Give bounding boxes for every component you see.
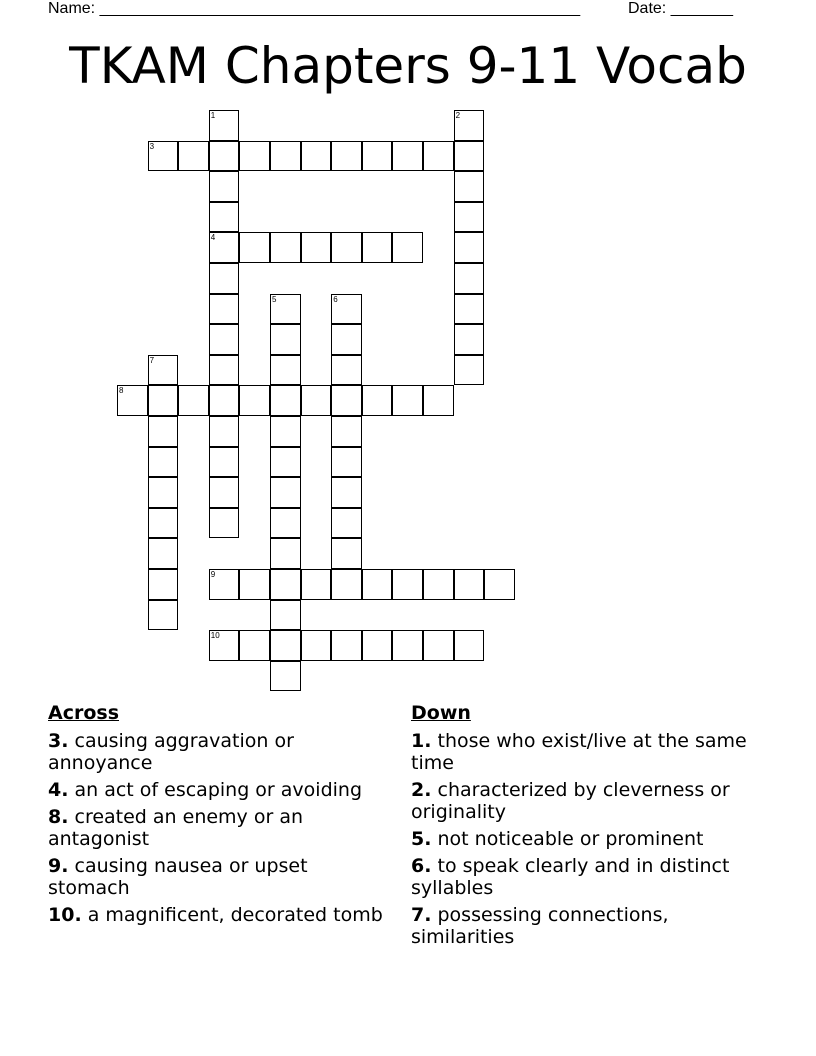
crossword-cell[interactable] — [209, 630, 240, 661]
crossword-cell[interactable] — [362, 569, 393, 600]
clue-number-label: 2. — [411, 779, 432, 801]
crossword-cell[interactable] — [331, 569, 362, 600]
crossword-cell[interactable] — [148, 141, 179, 172]
crossword-cell[interactable] — [117, 385, 148, 416]
crossword-cell[interactable] — [209, 508, 240, 539]
page-title: TKAM Chapters 9-11 Vocab — [69, 37, 747, 95]
crossword-cell[interactable] — [331, 630, 362, 661]
crossword-cell[interactable] — [209, 324, 240, 355]
clue-number-label: 6. — [411, 855, 432, 877]
crossword-cell[interactable] — [423, 569, 454, 600]
crossword-cell[interactable] — [270, 416, 301, 447]
clue-text: causing nausea or upset stomach — [48, 855, 308, 899]
across-clues — [48, 702, 393, 931]
crossword-cell[interactable] — [454, 141, 485, 172]
crossword-cell[interactable] — [423, 141, 454, 172]
crossword-cell[interactable] — [454, 110, 485, 141]
across-clue — [48, 855, 393, 899]
down-clue — [411, 904, 756, 948]
crossword-cell[interactable] — [454, 202, 485, 233]
crossword-cell[interactable] — [148, 416, 179, 447]
crossword-cell[interactable] — [148, 447, 179, 478]
crossword-cell[interactable] — [209, 141, 240, 172]
crossword-cell[interactable] — [209, 355, 240, 386]
across-heading: Across — [48, 702, 120, 724]
crossword-cell[interactable] — [209, 416, 240, 447]
crossword-cell[interactable] — [362, 141, 393, 172]
crossword-cell[interactable] — [331, 232, 362, 263]
crossword-cell[interactable] — [148, 538, 179, 569]
crossword-cell[interactable] — [148, 600, 179, 631]
crossword-cell[interactable] — [454, 630, 485, 661]
clue-text: to speak clearly and in distinct syllables — [411, 855, 730, 899]
crossword-cell[interactable] — [423, 385, 454, 416]
crossword-cell[interactable] — [301, 232, 332, 263]
down-clue — [411, 779, 756, 823]
crossword-cell[interactable] — [209, 447, 240, 478]
crossword-cell[interactable] — [270, 538, 301, 569]
clue-number: 4 — [210, 233, 216, 243]
crossword-cell[interactable] — [392, 630, 423, 661]
clue-number: 8 — [119, 386, 124, 396]
crossword-cell[interactable] — [209, 294, 240, 325]
clue-number-label: 3. — [48, 730, 69, 752]
crossword-cell[interactable] — [454, 171, 485, 202]
clue-number: 7 — [149, 355, 155, 365]
crossword-cell[interactable] — [209, 385, 240, 416]
crossword-cell[interactable] — [392, 569, 423, 600]
down-clue — [411, 855, 756, 899]
date-field-label: Date: _______ — [628, 0, 733, 17]
crossword-cell[interactable] — [270, 600, 301, 631]
clue-text: characterized by cleverness or originality — [411, 779, 730, 823]
crossword-cell[interactable] — [423, 630, 454, 661]
crossword-cell[interactable] — [270, 385, 301, 416]
crossword-cell[interactable] — [148, 477, 179, 508]
crossword-cell[interactable] — [454, 232, 485, 263]
crossword-cell[interactable] — [331, 416, 362, 447]
crossword-cell[interactable] — [362, 630, 393, 661]
crossword-cell[interactable] — [331, 538, 362, 569]
down-heading: Down — [411, 702, 471, 724]
clue-number: 3 — [149, 141, 155, 151]
clue-number-label: 4. — [48, 779, 69, 801]
clue-text: a magnificent, decorated tomb — [81, 904, 383, 926]
crossword-cell[interactable] — [148, 508, 179, 539]
across-clue — [48, 904, 393, 926]
clue-text: created an enemy or an antagonist — [48, 806, 304, 850]
crossword-cell[interactable] — [148, 355, 179, 386]
crossword-cell[interactable] — [331, 508, 362, 539]
crossword-cell[interactable] — [392, 232, 423, 263]
crossword-cell[interactable] — [270, 355, 301, 386]
clue-number-label: 7. — [411, 904, 432, 926]
crossword-cell[interactable] — [209, 477, 240, 508]
crossword-cell[interactable] — [331, 447, 362, 478]
crossword-cell[interactable] — [239, 232, 270, 263]
crossword-cell[interactable] — [178, 385, 209, 416]
crossword-cell[interactable] — [270, 477, 301, 508]
crossword-cell[interactable] — [331, 477, 362, 508]
down-clue — [411, 828, 756, 850]
clue-number: 10 — [210, 631, 220, 641]
crossword-cell[interactable] — [454, 569, 485, 600]
crossword-cell[interactable] — [270, 324, 301, 355]
crossword-cell[interactable] — [270, 508, 301, 539]
crossword-cell[interactable] — [209, 110, 240, 141]
across-clue — [48, 806, 393, 850]
down-clue — [411, 730, 756, 774]
across-clue — [48, 779, 393, 801]
crossword-cell[interactable] — [301, 385, 332, 416]
crossword-cell[interactable] — [270, 294, 301, 325]
crossword-cell[interactable] — [270, 630, 301, 661]
clue-number-label: 1. — [411, 730, 432, 752]
crossword-cell[interactable] — [209, 232, 240, 263]
crossword-cell[interactable] — [209, 171, 240, 202]
clue-number-label: 9. — [48, 855, 69, 877]
clue-number-label: 10. — [48, 904, 82, 926]
clue-text: those who exist/live at the same time — [411, 730, 747, 774]
crossword-cell[interactable] — [270, 141, 301, 172]
crossword-cell[interactable] — [331, 355, 362, 386]
crossword-cell[interactable] — [209, 569, 240, 600]
crossword-cell[interactable] — [454, 355, 485, 386]
crossword-cell[interactable] — [454, 294, 485, 325]
crossword-cell[interactable] — [362, 232, 393, 263]
crossword-cell[interactable] — [331, 324, 362, 355]
crossword-cell[interactable] — [209, 263, 240, 294]
crossword-cell[interactable] — [209, 202, 240, 233]
crossword-cell[interactable] — [392, 385, 423, 416]
crossword-cell[interactable] — [270, 447, 301, 478]
crossword-cell[interactable] — [331, 294, 362, 325]
clue-number: 2 — [455, 111, 461, 120]
crossword-cell[interactable] — [454, 263, 485, 294]
clue-text: an act of escaping or avoiding — [68, 779, 363, 801]
clue-number-label: 5. — [411, 828, 432, 850]
crossword-cell[interactable] — [331, 385, 362, 416]
crossword-cell[interactable] — [301, 141, 332, 172]
crossword-cell[interactable] — [239, 385, 270, 416]
crossword-cell[interactable] — [239, 569, 270, 600]
crossword-cell[interactable] — [239, 141, 270, 172]
crossword-cell[interactable] — [392, 141, 423, 172]
clue-text: causing aggravation or annoyance — [48, 730, 294, 774]
crossword-cell[interactable] — [484, 569, 515, 600]
clue-text: possessing connections, similarities — [411, 904, 669, 948]
across-clue — [48, 730, 393, 774]
clue-number: 5 — [272, 294, 277, 304]
clue-number: 6 — [333, 294, 338, 304]
clue-text: not noticeable or prominent — [431, 828, 704, 850]
crossword-cell[interactable] — [331, 141, 362, 172]
crossword-cell[interactable] — [301, 630, 332, 661]
crossword-cell[interactable] — [301, 569, 332, 600]
crossword-cell[interactable] — [270, 661, 301, 692]
crossword-cell[interactable] — [178, 141, 209, 172]
crossword-cell[interactable] — [454, 324, 485, 355]
name-field-label: Name: ______________________________________________________ — [48, 0, 581, 17]
crossword-cell[interactable] — [148, 385, 179, 416]
crossword-cell[interactable] — [270, 569, 301, 600]
crossword-cell[interactable] — [148, 569, 179, 600]
clue-number: 9 — [210, 570, 216, 579]
crossword-cell[interactable] — [270, 232, 301, 263]
crossword-cell[interactable] — [239, 630, 270, 661]
clue-number: 1 — [210, 111, 216, 120]
down-clues — [411, 702, 756, 953]
clue-number-label: 8. — [48, 806, 69, 828]
crossword-cell[interactable] — [362, 385, 393, 416]
